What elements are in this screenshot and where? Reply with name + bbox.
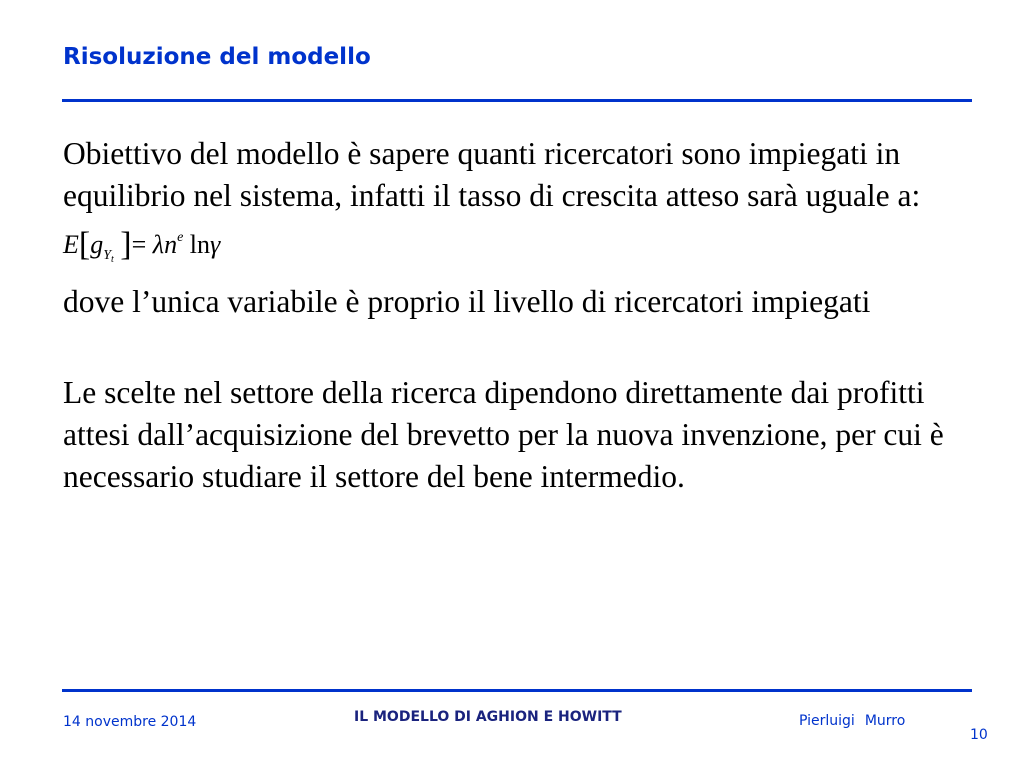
footer-divider <box>62 689 972 692</box>
page-number: 10 <box>970 727 988 743</box>
author-first-name: Pierluigi <box>799 713 855 729</box>
formula-t: t <box>111 254 114 265</box>
formula-close-bracket: ] <box>120 226 132 263</box>
author-last-name: Murro <box>864 713 906 729</box>
formula-equals: = <box>131 230 147 259</box>
paragraph-objective <box>63 133 963 281</box>
formula-subscript <box>103 248 114 263</box>
growth-rate-formula <box>63 226 221 265</box>
formula-open-bracket: [ <box>78 226 91 263</box>
paragraph-objective-text: Obiettivo del modello è sapere quanti ricercatori sono impiegati in equilibrio nel sistema, infatti il tasso di crescita atteso sarà uguale a: <box>63 136 921 213</box>
formula-y: Y <box>103 248 112 263</box>
formula-gamma: γ <box>210 230 221 259</box>
footer-title: IL MODELLO DI AGHION E HOWITT <box>354 709 622 725</box>
formula-g: g <box>90 230 104 259</box>
formula-superscript-e: e <box>177 230 184 245</box>
footer-author <box>799 713 905 729</box>
paragraph-research-choices: Le scelte nel settore della ricerca dipendono direttamente dai profitti attesi dall’acquisizione del brevetto per la nuova invenzione, per cui è necessario studiare il settore del bene intermedio. <box>63 375 944 494</box>
footer-date: 14 novembre 2014 <box>63 714 197 730</box>
formula-ln: ln <box>189 230 211 259</box>
formula-lambda: λ <box>152 230 165 259</box>
paragraph-variable: dove l’unica variabile è proprio il livello di ricercatori impiegati <box>63 284 871 319</box>
title-divider <box>62 99 972 102</box>
slide-body <box>63 133 963 498</box>
formula-e: E <box>63 230 79 259</box>
slide-title: Risoluzione del modello <box>63 44 371 70</box>
formula-n: n <box>164 230 178 259</box>
